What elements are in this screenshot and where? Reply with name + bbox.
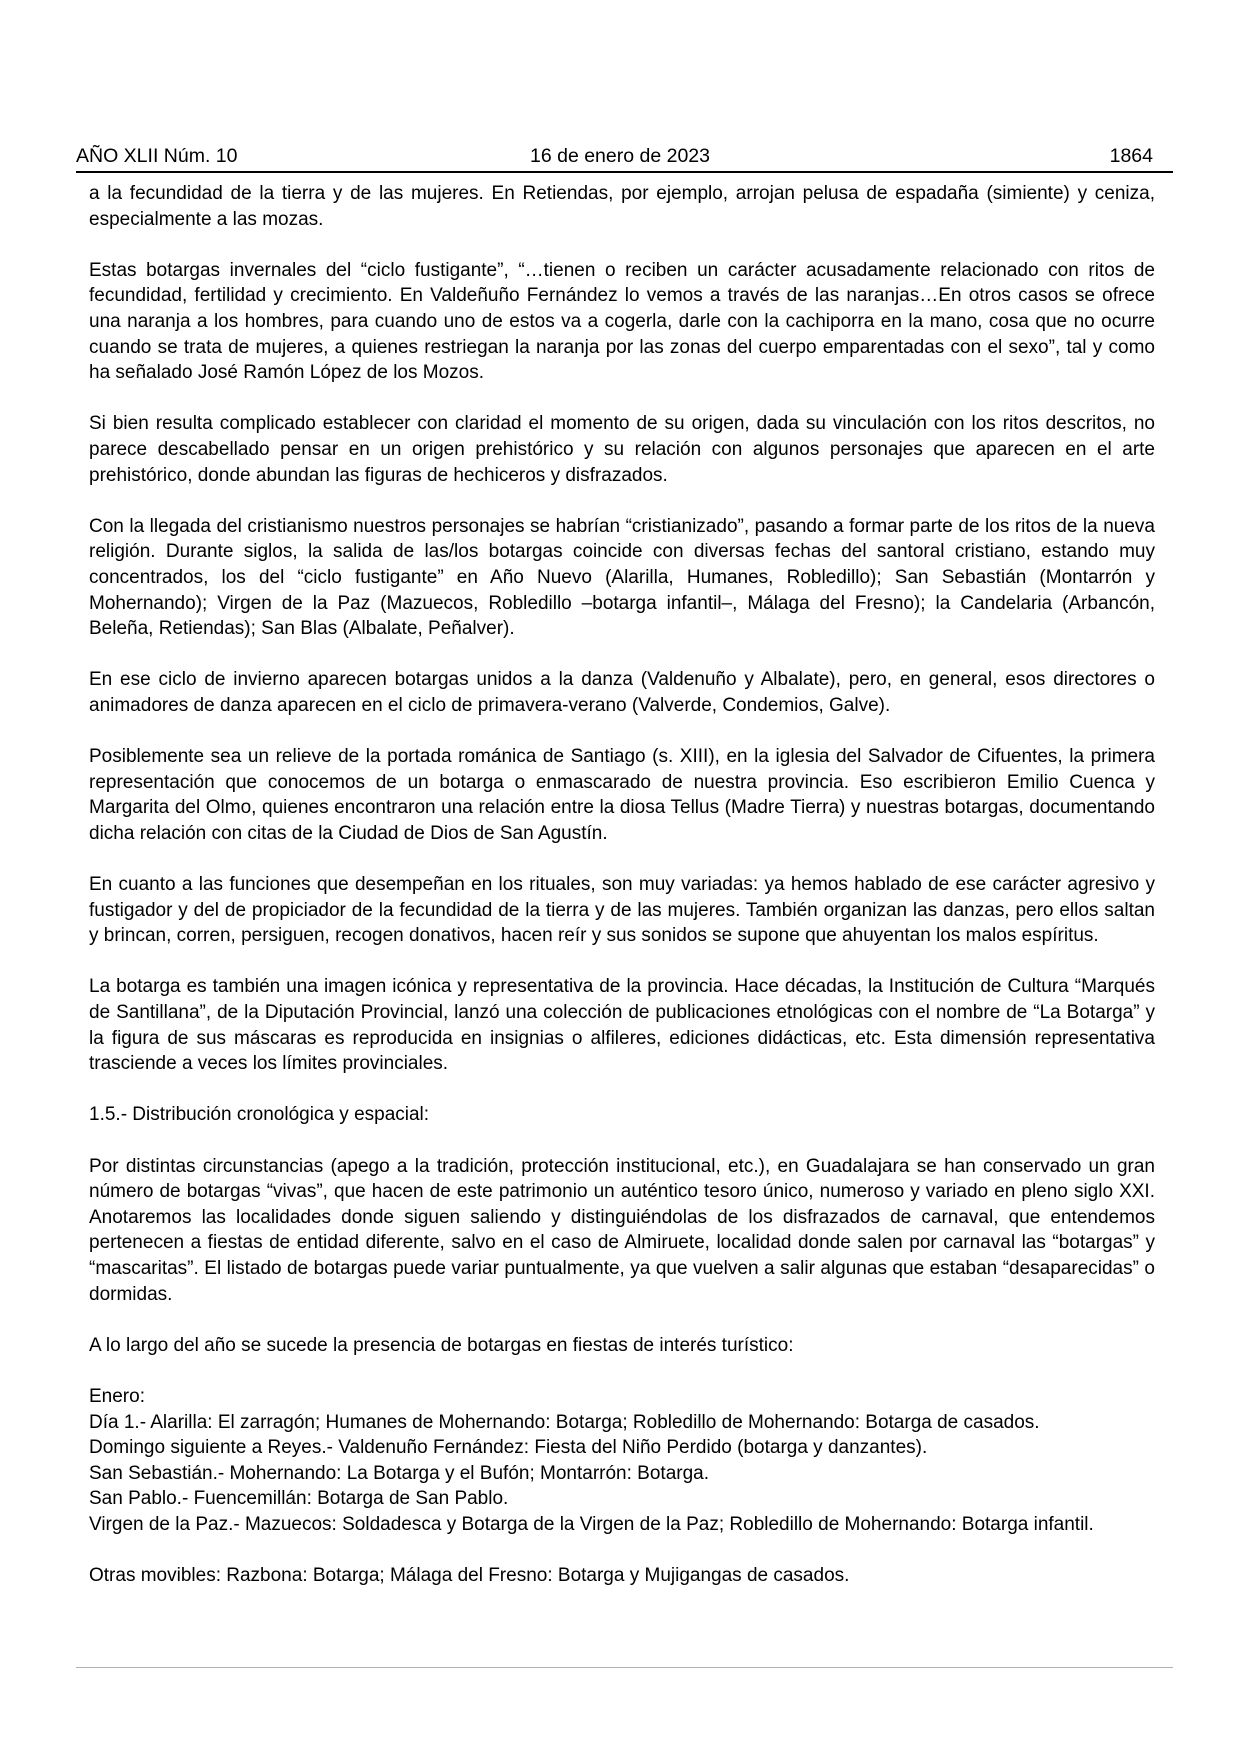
footer-divider [76,1667,1173,1668]
list-item: Virgen de la Paz.- Mazuecos: Soldadesca y Botarga de la Virgen de la Paz; Robledillo de Mohernando: Botarga infantil. [89,1513,1094,1535]
paragraph: En ese ciclo de invierno aparecen botargas unidos a la danza (Valdenuño y Albalate), pero, en general, esos directores o animadores de danza aparecen en el ciclo de primavera-verano (Valverde, Condemios, Galve). [89,669,1155,716]
paragraph: Con la llegada del cristianismo nuestros personajes se habrían “cristianizado”, pasando a formar parte de los ritos de la nueva religión. Durante siglos, la salida de las/los botargas coincide con diversas fechas del santoral cristiano, estando muy concentrados, los del “ciclo fustigante” en Año Nuevo (Alarilla, Humanes, Robledillo); San Sebastián (Montarrón y Mohernando); Virgen de la Paz (Mazuecos, Robledillo –botarga infantil–, Málaga del Fresno); la Candelaria (Arbancón, Beleña, Retiendas); San Blas (Albalate, Peñalver). [89,515,1155,640]
list-item: San Sebastián.- Mohernando: La Botarga y el Bufón; Montarrón: Botarga. [89,1462,709,1484]
page-header [76,141,1172,171]
list-item: Día 1.- Alarilla: El zarragón; Humanes de Mohernando: Botarga; Robledillo de Mohernando: Botarga de casados. [89,1411,1040,1433]
paragraph: La botarga es también una imagen icónica y representativa de la provincia. Hace décadas, la Institución de Cultura “Marqués de Santillana”, de la Diputación Provincial, lanzó una colección de publicaciones etnológicas con el nombre de “La Botarga” y la figura de sus máscaras es reproducida en insignias o alfileres, ediciones didácticas, etc. Esta dimensión representativa trasciende a veces los límites provinciales. [89,976,1155,1075]
paragraph: En cuanto a las funciones que desempeñan en los rituales, son muy variadas: ya hemos hablado de ese carácter agresivo y fustigador y del de propiciador de la fecundidad de la tierra y de las mujeres. También organizan las danzas, pero ellos saltan y brincan, corren, persiguen, recogen donativos, hacen reír y sus sonidos se supone que ahuyentan los malos espíritus. [89,874,1155,947]
paragraph: a la fecundidad de la tierra y de las mujeres. En Retiendas, por ejemplo, arrojan pelusa de espadaña (simiente) y ceniza, especialmente a las mozas. [89,183,1155,230]
page-number: 1864 [1109,145,1153,167]
list-item: Domingo siguiente a Reyes.- Valdenuño Fernández: Fiesta del Niño Perdido (botarga y danzantes). [89,1437,928,1459]
month-heading: Enero: [89,1385,145,1407]
paragraph: Estas botargas invernales del “ciclo fustigante”, “…tienen o reciben un carácter acusadamente relacionado con ritos de fecundidad, fertilidad y crecimiento. En Valdeñuño Fernández lo vemos a través de las naranjas…En otros casos se ofrece una naranja a los hombres, para cuando uno de estos va a cogerla, darle con la cachiporra en la mano, cosa que no ocurre cuando se trata de mujeres, a quienes restriegan la naranja por las zonas del cuerpo emparentadas con el sexo”, tal y como ha señalado José Ramón López de los Mozos. [89,259,1155,384]
issue-number: AÑO XLII Núm. 10 [76,145,238,167]
document-body [89,181,1155,1589]
header-divider [76,171,1173,173]
january-list [89,1384,1155,1538]
paragraph: Si bien resulta complicado establecer con claridad el momento de su origen, dada su vinculación con los ritos descritos, no parece descabellado pensar en un origen prehistórico y su relación con algunos personajes que aparecen en el arte prehistórico, donde abundan las figuras de hechiceros y disfrazados. [89,413,1155,486]
other-movable-list: Otras movibles: Razbona: Botarga; Málaga del Fresno: Botarga y Mujigangas de casados. [89,1565,850,1587]
list-item: San Pablo.- Fuencemillán: Botarga de San Pablo. [89,1488,509,1510]
section-heading: 1.5.- Distribución cronológica y espacial: [89,1104,430,1126]
publication-date: 16 de enero de 2023 [530,145,710,167]
paragraph: A lo largo del año se sucede la presencia de botargas en fiestas de interés turístico: [89,1334,794,1356]
paragraph: Posiblemente sea un relieve de la portada románica de Santiago (s. XIII), en la iglesia del Salvador de Cifuentes, la primera representación que conocemos de un botarga o enmascarado de nuestra provincia. Eso escribieron Emilio Cuenca y Margarita del Olmo, quienes encontraron una relación entre la diosa Tellus (Madre Tierra) y nuestras botargas, documentando dicha relación con citas de la Ciudad de Dios de San Agustín. [89,746,1155,844]
paragraph: Por distintas circunstancias (apego a la tradición, protección institucional, etc.), en Guadalajara se han conservado un gran número de botargas “vivas”, que hacen de este patrimonio un auténtico tesoro único, numeroso y variado en pleno siglo XXI. Anotaremos las localidades donde siguen saliendo y distinguiéndolas de los disfrazados de carnaval, que entendemos pertenecen a fiestas de entidad diferente, salvo en el caso de Almiruete, localidad donde salen por carnaval las “botargas” y “mascaritas”. El listado de botargas puede variar puntualmente, ya que vuelven a salir algunas que estaban “desaparecidas” o dormidas. [89,1155,1155,1305]
